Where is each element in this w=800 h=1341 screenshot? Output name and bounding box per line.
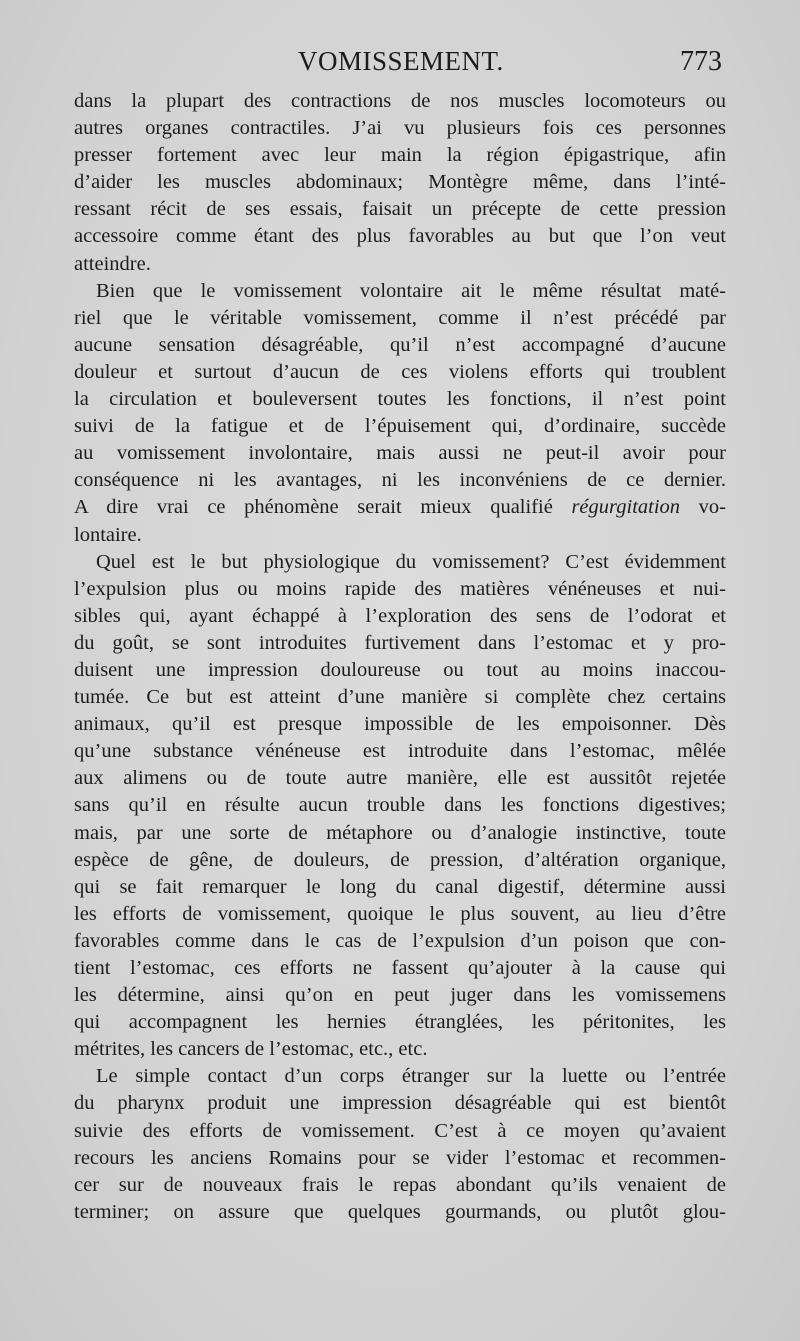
italic-term: régurgitation	[571, 496, 681, 519]
text-line: au vomissement involontaire, mais aussi ne peut-il avoir pour	[74, 442, 726, 465]
body-text	[74, 88, 726, 1226]
text-line: favorables comme dans le cas de l’expulsion d’un poison que con-	[74, 929, 726, 952]
text-line: espèce de gêne, de douleurs, de pression, d’altération organique,	[74, 848, 726, 871]
text-line: Bien que le vomissement volontaire ait le même résultat maté-	[96, 279, 726, 302]
text-line-with-italic	[74, 494, 726, 521]
text-line: aux alimens ou de toute autre manière, elle est aussitôt rejetée	[74, 767, 726, 790]
text-line: douleur et surtout d’aucun de ces violens efforts qui troublent	[74, 360, 726, 383]
text-line: suivi de la fatigue et de l’épuisement qui, d’ordinaire, succède	[74, 415, 726, 438]
text-line: animaux, qu’il est presque impossible de les empoisonner. Dès	[74, 713, 726, 736]
paragraph-1	[74, 88, 726, 278]
text-line: duisent une impression douloureuse ou tout au moins inaccou-	[74, 658, 726, 681]
page-number: 773	[680, 46, 722, 77]
text-line: tumée. Ce but est atteint d’une manière si complète chez certains	[74, 686, 726, 709]
text-segment: A dire vrai ce phénomène serait mieux qualifié	[74, 496, 553, 519]
text-line: les détermine, ainsi qu’on en peut juger dans les vomissemens	[74, 984, 726, 1007]
text-line: mais, par une sorte de métaphore ou d’analogie instinctive, toute	[74, 821, 726, 844]
paragraph-2	[74, 278, 726, 549]
text-segment: vo-	[698, 496, 726, 519]
text-line: la circulation et bouleversent toutes les fonctions, il n’est point	[74, 388, 726, 411]
text-line: les efforts de vomissement, quoique le plus souvent, au lieu d’être	[74, 902, 726, 925]
text-line: conséquence ni les avantages, ni les inconvéniens de ce dernier.	[74, 469, 726, 492]
text-line: autres organes contractiles. J’ai vu plusieurs fois ces personnes	[74, 117, 726, 140]
text-line: suivie des efforts de vomissement. C’est à ce moyen qu’avaient	[74, 1119, 726, 1142]
text-line: l’expulsion plus ou moins rapide des matières vénéneuses et nui-	[74, 577, 726, 600]
text-line: du goût, se sont introduites furtivement dans l’estomac et y pro-	[74, 631, 726, 654]
text-line: Quel est le but physiologique du vomissement? C’est évidemment	[96, 550, 726, 573]
text-line: d’aider les muscles abdominaux; Montègre même, dans l’inté-	[74, 171, 726, 194]
text-line: sibles qui, ayant échappé à l’exploration des sens de l’odorat et	[74, 604, 726, 627]
text-line: qui accompagnent les hernies étranglées, les péritonites, les	[74, 1011, 726, 1034]
text-line: sans qu’il en résulte aucun trouble dans les fonctions digestives;	[74, 794, 726, 817]
text-line: riel que le véritable vomissement, comme il n’est précédé par	[74, 306, 726, 329]
running-header	[0, 46, 800, 86]
text-line: du pharynx produit une impression désagréable qui est bientôt	[74, 1092, 726, 1115]
text-line: terminer; on assure que quelques gourmands, ou plutôt glou-	[74, 1200, 726, 1223]
text-line: accessoire comme étant des plus favorables au but que l’on veut	[74, 225, 726, 248]
text-line: cer sur de nouveaux frais le repas abondant qu’ils venaient de	[74, 1173, 726, 1196]
text-line: presser fortement avec leur main la région épigastrique, afin	[74, 144, 726, 167]
text-line: métrites, les cancers de l’estomac, etc., etc.	[74, 1038, 428, 1061]
text-line: aucune sensation désagréable, qu’il n’est accompagné d’aucune	[74, 333, 726, 356]
text-line: lontaire.	[74, 523, 142, 546]
text-line: ressant récit de ses essais, faisait un précepte de cette pression	[74, 198, 726, 221]
text-line: tient l’estomac, ces efforts ne fassent qu’ajouter à la cause qui	[74, 957, 726, 979]
text-line: qui se fait remarquer le long du canal digestif, détermine aussi	[74, 875, 726, 898]
text-line: atteindre.	[74, 252, 151, 275]
paragraph-3	[74, 549, 726, 1064]
text-line: recours les anciens Romains pour se vider l’estomac et recommen-	[74, 1146, 726, 1169]
text-line: qu’une substance vénéneuse est introduite dans l’estomac, mêlée	[74, 740, 726, 763]
text-line: Le simple contact d’un corps étranger sur la luette ou l’entrée	[96, 1065, 726, 1088]
running-title: VOMISSEMENT.	[298, 46, 504, 76]
text-line: dans la plupart des contractions de nos muscles locomoteurs ou	[74, 90, 726, 112]
paragraph-4	[74, 1063, 726, 1226]
